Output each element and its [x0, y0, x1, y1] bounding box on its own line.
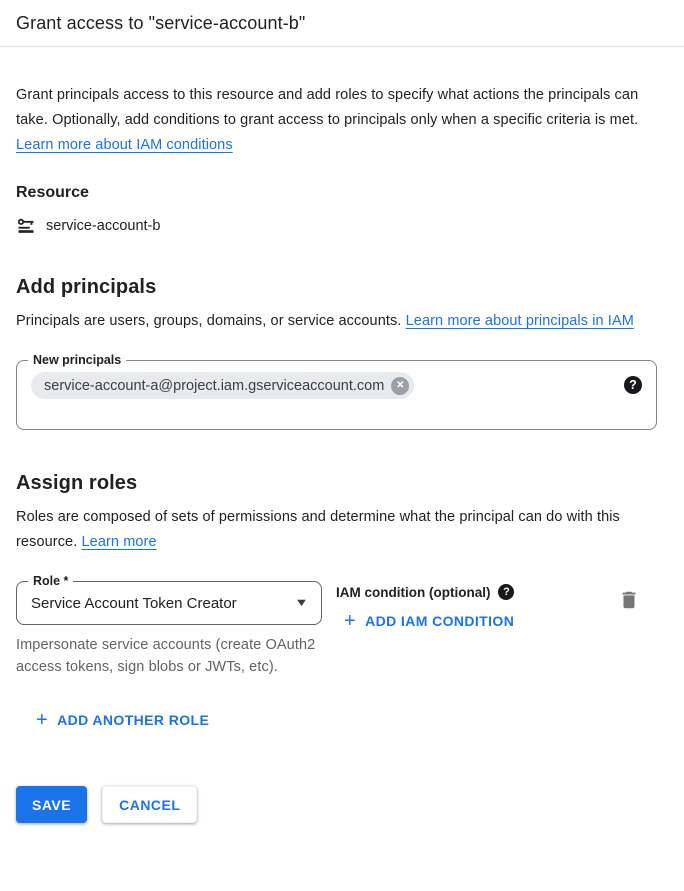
roles-description-text: Roles are composed of sets of permissions and determine what the principal can do with this resource. — [16, 509, 620, 550]
add-another-role-button[interactable] — [28, 708, 217, 732]
roles-learn-more-link[interactable]: Learn more — [81, 534, 157, 550]
resource-heading: Resource — [16, 184, 89, 201]
assign-roles-heading: Assign roles — [16, 472, 138, 494]
role-column — [16, 574, 322, 678]
add-iam-condition-button[interactable] — [336, 609, 522, 633]
dialog-actions — [0, 786, 684, 823]
principals-learn-more-link[interactable]: Learn more about principals in IAM — [405, 313, 634, 329]
delete-role-button[interactable] — [616, 587, 642, 613]
add-another-role-label: ADD ANOTHER ROLE — [57, 712, 210, 728]
iam-conditions-link[interactable]: Learn more about IAM conditions — [16, 137, 233, 153]
principal-chip-label: service-account-a@project.iam.gserviceaccount.com — [44, 377, 385, 394]
plus-icon: + — [36, 709, 49, 731]
chip-remove-icon[interactable]: ✕ — [391, 377, 409, 395]
trash-icon — [618, 589, 640, 611]
dialog-title: Grant access to "service-account-b" — [16, 13, 306, 33]
role-select[interactable] — [16, 574, 322, 625]
principals-description-text: Principals are users, groups, domains, or service accounts. — [16, 313, 406, 329]
resource-row — [16, 216, 657, 236]
intro-paragraph — [16, 83, 657, 158]
intro-text: Grant principals access to this resource and add roles to specify what actions the principals can take. Optionally, add conditions to grant access to principals only when a specific criteria is met. — [16, 87, 639, 128]
dialog-content — [0, 83, 684, 732]
condition-label-row — [336, 584, 522, 600]
cancel-button[interactable]: CANCEL — [102, 786, 197, 823]
principal-chip — [31, 372, 414, 399]
role-helper-text: Impersonate service accounts (create OAuth2 access tokens, sign blobs or JWTs, etc). — [16, 637, 316, 675]
plus-icon: + — [344, 610, 357, 632]
new-principals-field-inner — [31, 372, 642, 399]
principals-help-icon[interactable]: ? — [624, 376, 642, 394]
role-row — [16, 574, 657, 678]
condition-label: IAM condition (optional) — [336, 584, 491, 600]
save-button[interactable]: SAVE — [16, 786, 87, 823]
add-principals-heading: Add principals — [16, 276, 157, 298]
new-principals-label: New principals — [28, 352, 126, 368]
service-account-icon — [16, 216, 36, 236]
chevron-down-icon: ▼ — [294, 597, 309, 609]
condition-help-icon[interactable]: ? — [498, 584, 514, 600]
dialog-header — [0, 0, 684, 47]
new-principals-field[interactable] — [16, 353, 657, 430]
condition-column — [336, 581, 522, 633]
role-select-value: Service Account Token Creator — [31, 594, 237, 612]
role-select-label: Role * — [28, 573, 73, 589]
resource-name: service-account-b — [46, 218, 161, 234]
principals-description — [16, 309, 657, 334]
roles-description — [16, 505, 657, 555]
add-iam-condition-label: ADD IAM CONDITION — [365, 613, 515, 629]
